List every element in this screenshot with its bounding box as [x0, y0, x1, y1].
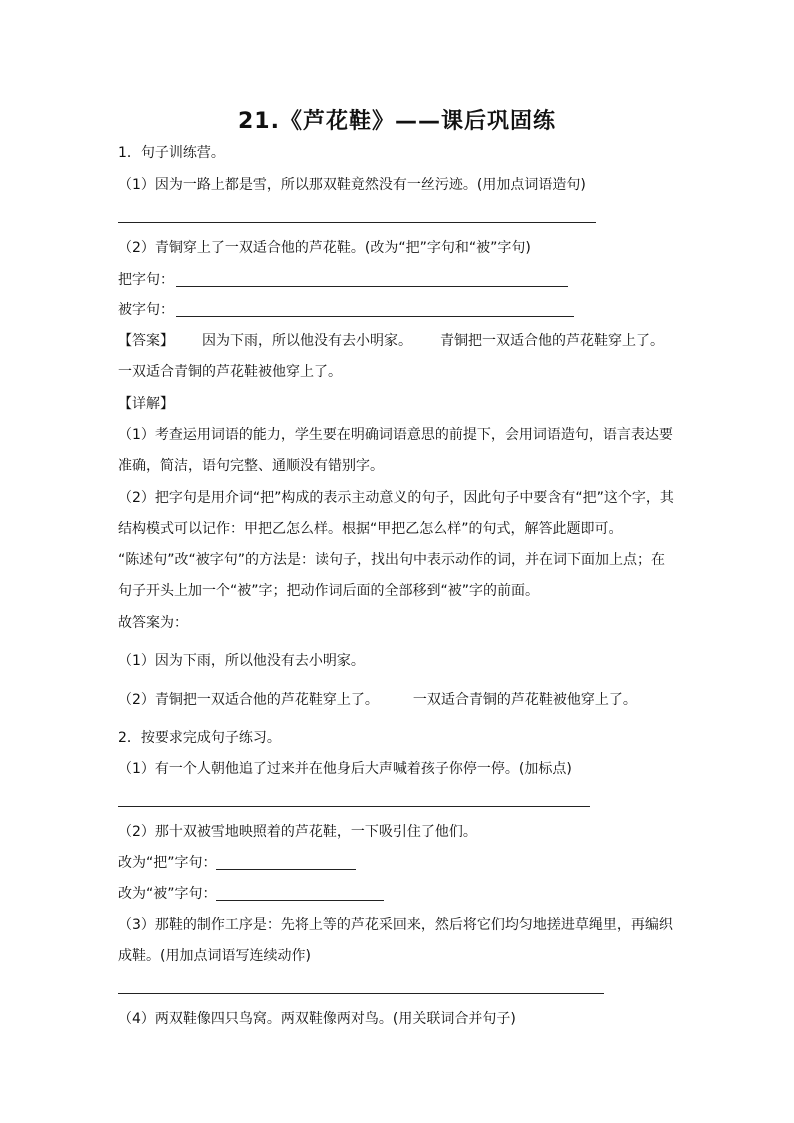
- q1-item-2: （2）青铜穿上了一双适合他的芦花鞋。(改为“把”字句和“被”字句): [118, 240, 531, 256]
- explain-1-line-1: （1）考查运用词语的能力，学生要在明确词语意思的前提下，会用词语造句，语言表达要: [118, 427, 673, 443]
- q1-ba-label: 把字句：: [118, 272, 174, 288]
- q2-item-1: （1）有一个人朝他追了过来并在他身后大声喊着孩子你停一停。(加标点): [118, 761, 572, 777]
- explain-2-line-1: （2）把字句是用介词“把”构成的表示主动意义的句子，因此句子中要含有“把”这个字，其: [118, 490, 674, 506]
- q2-bei-label: 改为“被”字句：: [118, 886, 217, 902]
- q1-bei-label: 被字句：: [118, 302, 174, 318]
- explain-3-line-1: “陈述句”改“被字句”的方法是：读句子，找出句中表示动作的词，并在词下面加上点；在: [118, 552, 666, 568]
- answer-text-b: 青铜把一双适合他的芦花鞋穿上了。: [440, 333, 664, 349]
- q2-bei-answer-line[interactable]: [216, 900, 384, 901]
- answer-text-a: 因为下雨，所以他没有去小明家。: [202, 333, 412, 349]
- explain-2-line-2: 结构模式可以记作：甲把乙怎么样。根据“甲把乙怎么样”的句式，解答此题即可。: [118, 521, 623, 537]
- final-answer-2-row: [118, 690, 637, 710]
- so-answer-label: 故答案为：: [118, 615, 188, 631]
- q2-answer-line-1[interactable]: [118, 806, 590, 807]
- q1-heading: 1．句子训练营。: [118, 145, 225, 161]
- final-answer-2b: 一双适合青铜的芦花鞋被他穿上了。: [412, 692, 637, 708]
- q2-item-3-line-2: 成鞋。(用加点词语写连续动作): [118, 948, 311, 964]
- q1-item-1: （1）因为一路上都是雪，所以那双鞋竟然没有一丝污迹。(用加点词语造句): [118, 177, 586, 193]
- final-answer-1: （1）因为下雨，所以他没有去小明家。: [118, 653, 365, 669]
- q2-answer-line-3[interactable]: [118, 993, 604, 994]
- final-answer-2a: （2）青铜把一双适合他的芦花鞋穿上了。: [118, 692, 379, 708]
- q2-item-4: （4）两双鞋像四只鸟窝。两双鞋像两对鸟。(用关联词合并句子): [118, 1011, 516, 1027]
- page-title: 21.《芦花鞋》——课后巩固练: [238, 109, 556, 134]
- explain-label: 【详解】: [118, 396, 174, 412]
- answer-label: 【答案】: [118, 333, 174, 349]
- q2-ba-label: 改为“把”字句：: [118, 855, 217, 871]
- q1-answer-row: [118, 331, 664, 351]
- explain-1-line-2: 准确，简洁，语句完整、通顺没有错别字。: [118, 458, 384, 474]
- q1-bei-answer-line[interactable]: [176, 316, 574, 317]
- explain-3-line-2: 句子开头上加一个“被”字；把动作词后面的全部移到“被”字的前面。: [118, 583, 540, 599]
- q1-answer-line-1[interactable]: [118, 222, 596, 223]
- q2-heading: 2．按要求完成句子练习。: [118, 730, 281, 746]
- q2-ba-answer-line[interactable]: [216, 869, 356, 870]
- q2-item-3-line-1: （3）那鞋的制作工序是：先将上等的芦花采回来，然后将它们均匀地搓进草绳里，再编织: [118, 917, 673, 933]
- answer-text-c: 一双适合青铜的芦花鞋被他穿上了。: [118, 364, 342, 380]
- q1-ba-answer-line[interactable]: [176, 286, 568, 287]
- q2-item-2: （2）那十双被雪地映照着的芦花鞋，一下吸引住了他们。: [118, 824, 477, 840]
